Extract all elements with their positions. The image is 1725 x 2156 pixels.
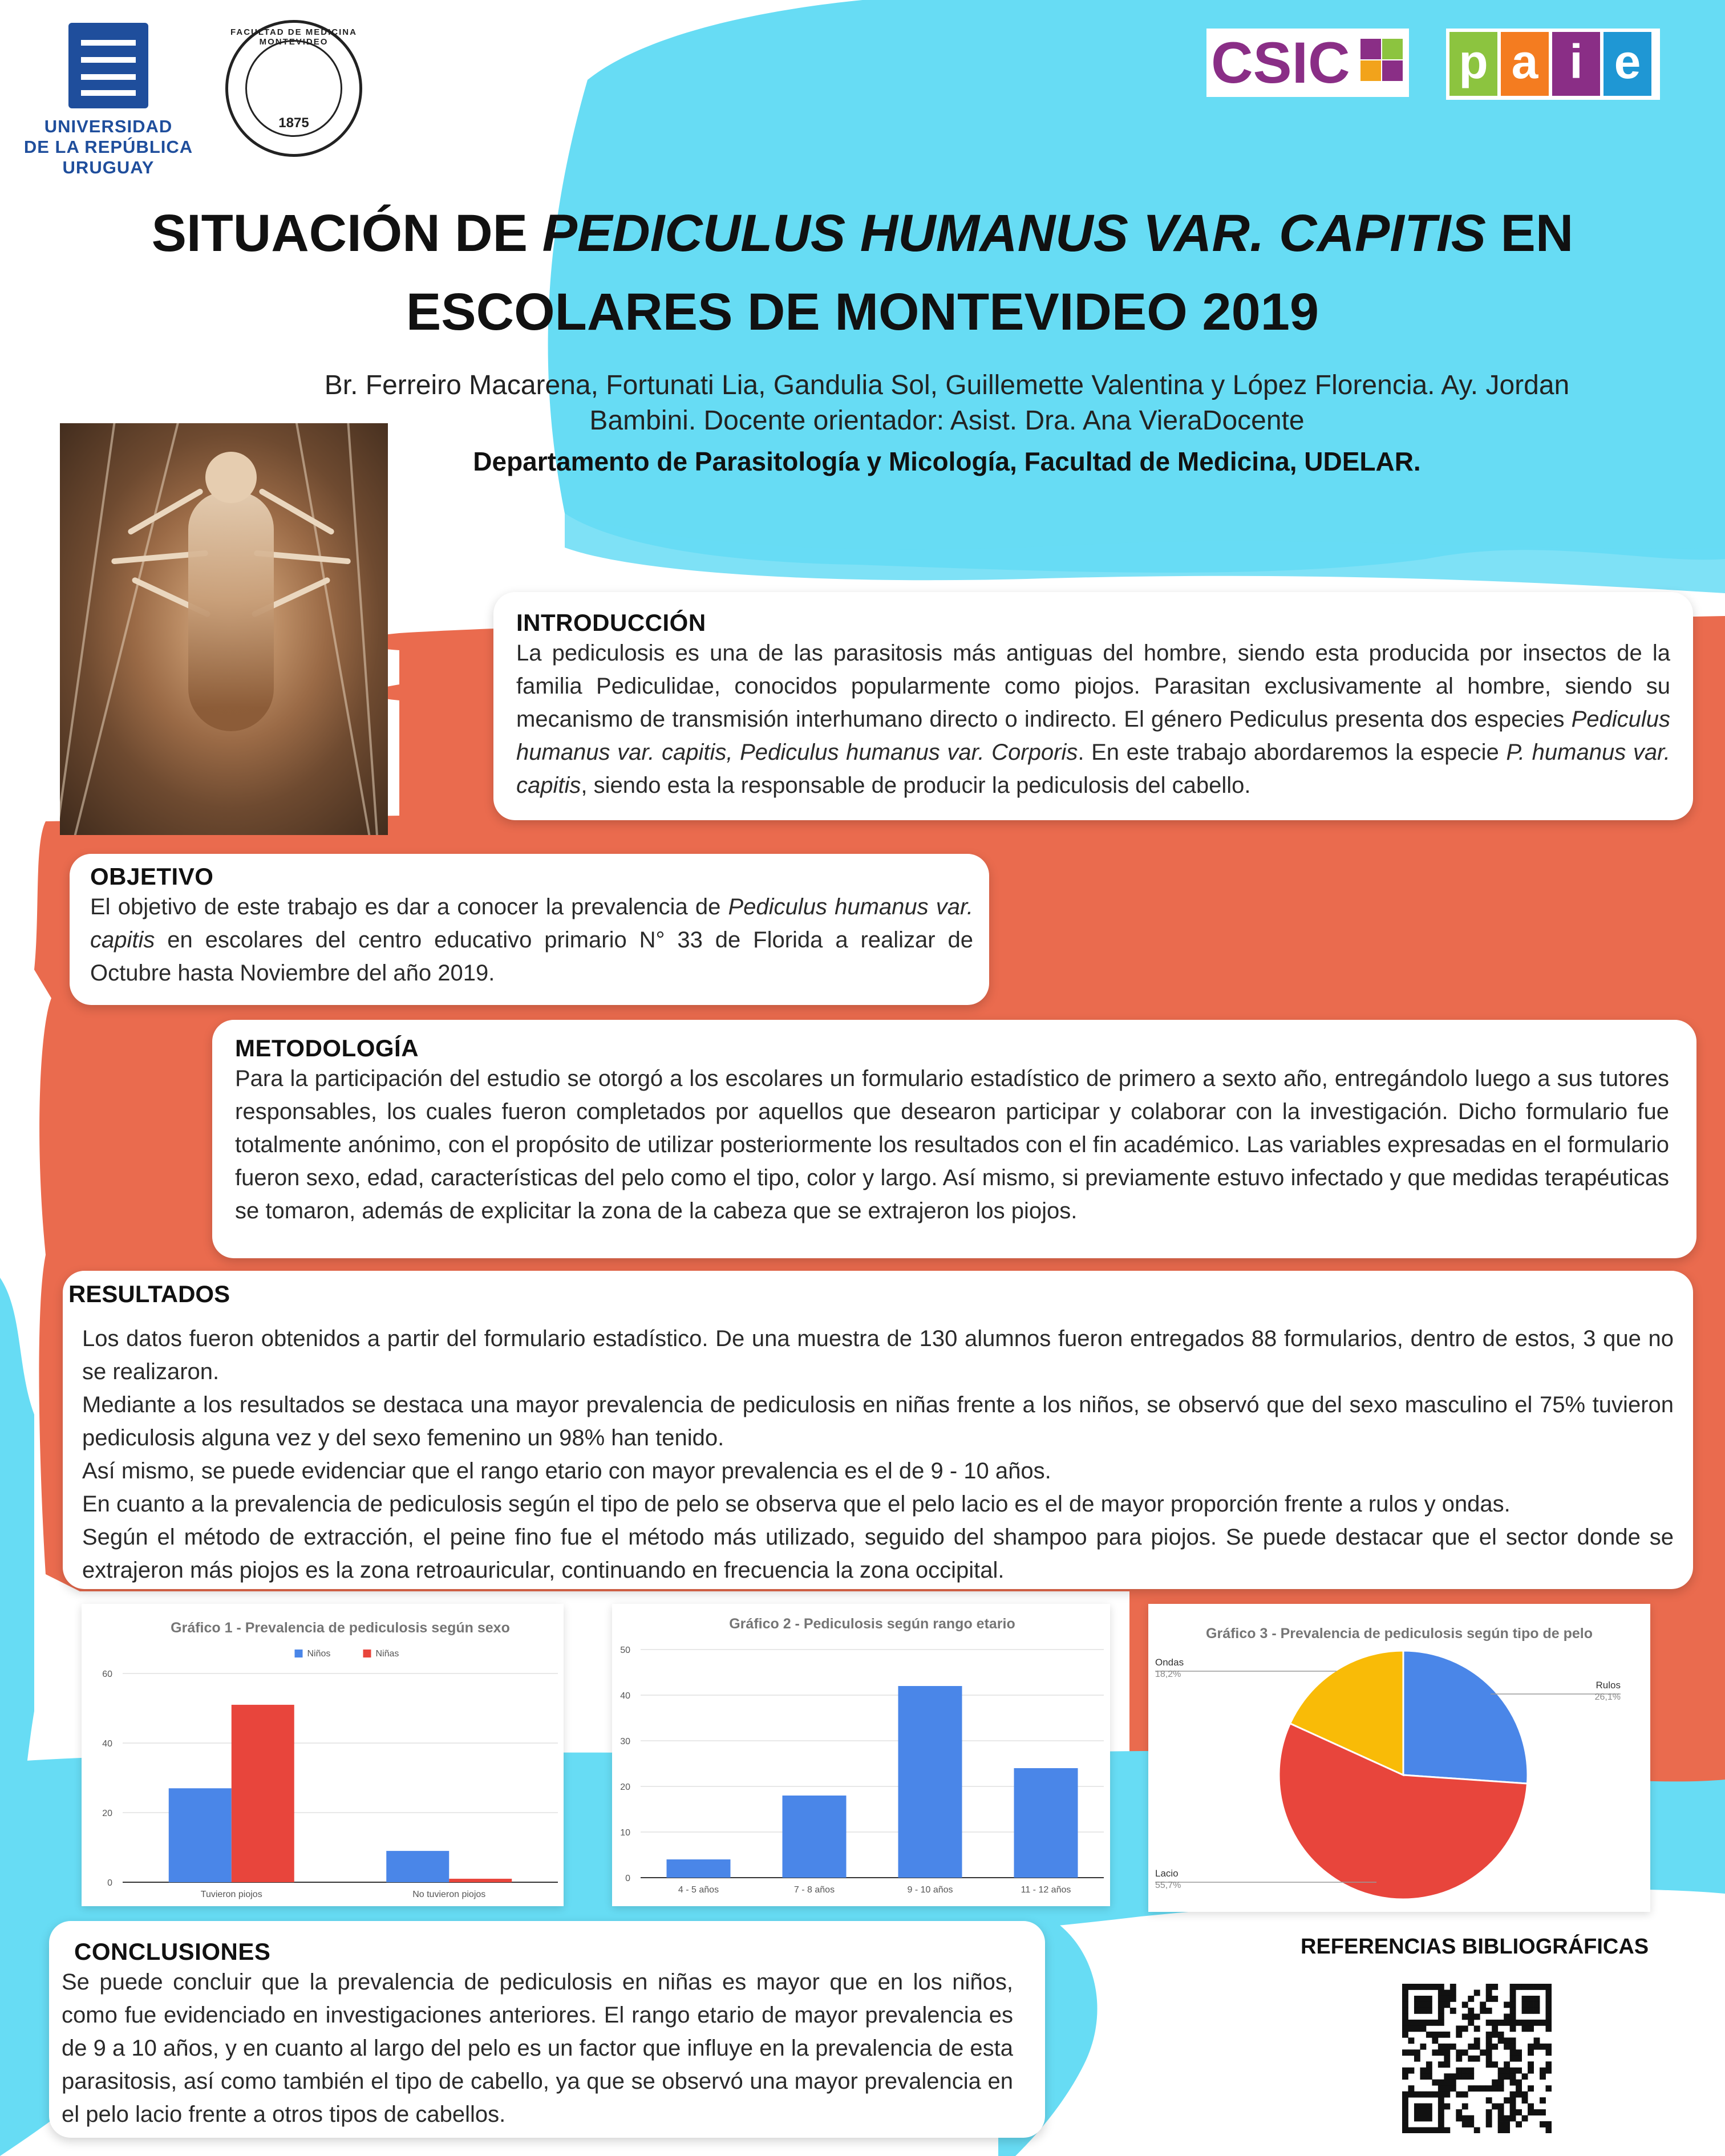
resultados-p5: Según el método de extracción, el peine fino fue el método más utilizado, seguido del shampoo para piojos. Se puede destacar que el sector donde se extrajeron más piojos es la zona retroauricular, continuando en frecuencia la zona occipital. (82, 1525, 1674, 1583)
louse-photo (60, 423, 388, 835)
bar (449, 1879, 512, 1882)
metodologia-card (212, 1020, 1696, 1258)
bar (783, 1796, 847, 1878)
paie-letter: a (1501, 32, 1549, 96)
bar (898, 1686, 962, 1878)
university-name: UNIVERSIDAD DE LA REPÚBLICA URUGUAY (23, 116, 193, 177)
chart-2-card (612, 1604, 1110, 1906)
bar (386, 1851, 449, 1882)
y-tick-label: 60 (102, 1669, 112, 1679)
university-building-icon (68, 23, 148, 108)
metodologia-heading: METODOLOGÍA (235, 1035, 419, 1061)
metodologia-text: Para la participación del estudio se otorgó a los escolares un formulario estadístico de primero a sexto año, entregándolo luego a sus tutores responsables, los cuales fueron completados por aquellos que desearon participar y colaborar con la investigación. Dicho formulario fue totalmente anónimo, con el propósito de utilizar posteriormente los resultados con el fin académico. Las variables expresadas en el formulario fueron sexo, edad, características del pelo como el tipo, color y largo. Así mismo, si previamente estuvo infectado y que medidas terapéuticas se tomaron, además de explicitar la zona de la cabeza que se extrajeron los piojos. (235, 1066, 1669, 1223)
x-tick-label: 11 - 12 años (1021, 1885, 1071, 1895)
csic-logo (1206, 29, 1409, 97)
pie-label: Lacio (1155, 1868, 1179, 1879)
chart-1-svg (82, 1604, 564, 1906)
paie-letter: p (1449, 32, 1497, 96)
conclusiones-text: Se puede concluir que la prevalencia de pediculosis en niñas es mayor que en los niños, como fue evidenciado en investigaciones anteriores. El rango etario de mayor prevalencia es de 9 a 10 años, y en cuanto al largo del pelo es un factor que influye en la prevalencia de esta parasitosis, así como también el tipo de cabello, ya que se observó una mayor prevalencia en el pelo lacio frente a otros tipos de cabellos. (62, 1969, 1013, 2127)
pie-label: Rulos (1596, 1680, 1621, 1691)
y-tick-label: 20 (620, 1782, 630, 1792)
objetivo-text: El objetivo de este trabajo es dar a conocer la prevalencia de Pediculus humanus var. capitis en escolares del centro educativo primario N° 33 de Florida a realizar de Octubre hasta Noviembre del año 2019. (90, 894, 973, 986)
resultados-card (63, 1271, 1693, 1589)
y-tick-label: 40 (620, 1691, 630, 1701)
paie-letter: i (1552, 32, 1600, 96)
y-tick-label: 30 (620, 1737, 630, 1746)
bar (1014, 1768, 1078, 1878)
x-tick-label: No tuvieron piojos (412, 1890, 486, 1899)
udelar-logo (23, 23, 194, 194)
department-line: Departamento de Parasitología y Micología, Facultad de Medicina, UDELAR. (473, 447, 1421, 476)
faculty-seal-logo (225, 20, 362, 157)
referencias-heading: REFERENCIAS BIBLIOGRÁFICAS (1301, 1935, 1649, 1959)
pie-label: Ondas (1155, 1657, 1184, 1668)
poster-title: SITUACIÓN DE PEDICULUS HUMANUS VAR. CAPITIS EN ESCOLARES DE MONTEVIDEO 2019 (151, 204, 1574, 341)
csic-wordmark: CSIC (1211, 30, 1350, 95)
y-tick-label: 50 (620, 1646, 630, 1655)
legend-swatch (295, 1650, 303, 1657)
bar (667, 1859, 731, 1878)
pie-percent-label: 26,1% (1594, 1692, 1621, 1702)
x-tick-label: 9 - 10 años (907, 1885, 953, 1895)
introduccion-heading: INTRODUCCIÓN (516, 609, 706, 636)
authors-line: Br. Ferreiro Macarena, Fortunati Lia, Gandulia Sol, Guillemette Valentina y López Florencia. Ay. Jordan Bambini. Docente orientador: Asist. Dra. Ana VieraDocente (324, 370, 1570, 436)
x-tick-label: Tuvieron piojos (200, 1890, 262, 1899)
resultados-heading: RESULTADOS (68, 1280, 230, 1307)
bar (232, 1705, 294, 1882)
legend-swatch (363, 1650, 371, 1657)
x-tick-label: 7 - 8 años (793, 1885, 835, 1895)
x-tick-label: 4 - 5 años (678, 1885, 719, 1895)
y-tick-label: 0 (107, 1878, 112, 1888)
objetivo-heading: OBJETIVO (90, 863, 214, 890)
pie-percent-label: 18,2% (1155, 1669, 1181, 1679)
paie-letter: e (1603, 32, 1651, 96)
chart-1-card (82, 1604, 564, 1906)
y-tick-label: 0 (625, 1874, 630, 1883)
conclusiones-heading: CONCLUSIONES (74, 1938, 271, 1965)
objetivo-card (70, 854, 989, 1005)
introduccion-text: La pediculosis es una de las parasitosis más antiguas del hombre, siendo esta producida por insectos de la familia Pediculidae, conocidos popularmente como piojos. Parasitan exclusivamente al hombre, siendo su mecanismo de transmisión interhumano directo o indirecto. El género Pediculus presenta dos especies Pediculus humanus var. capitis, Pediculus humanus var. Corporis. En este trabajo abordaremos la especie P. humanus var. capitis, siendo esta la responsable de producir la pediculosis del cabello. (516, 641, 1671, 798)
y-tick-label: 10 (620, 1828, 630, 1838)
chart-3-svg (1148, 1604, 1650, 1912)
y-tick-label: 40 (102, 1739, 112, 1749)
chart-2-svg (612, 1604, 1110, 1906)
resultados-p3: Así mismo, se puede evidenciar que el rango etario con mayor prevalencia es el de 9 - 10 años. (82, 1458, 1051, 1484)
chart-title: Gráfico 2 - Pediculosis según rango etario (729, 1616, 1015, 1632)
resultados-p4: En cuanto a la prevalencia de pediculosis según el tipo de pelo se observa que el pelo lacio es el de mayor proporción frente a rulos y ondas. (82, 1492, 1511, 1517)
faculty-seal-ring-text: FACULTAD DE MEDICINA MONTEVIDEO (230, 27, 357, 47)
chart-title: Gráfico 3 - Prevalencia de pediculosis según tipo de pelo (1206, 1626, 1593, 1642)
resultados-p2: Mediante a los resultados se destaca una mayor prevalencia de pediculosis en niñas frente a los niños, se observó que del sexo masculino el 75% tuvieron pediculosis alguna vez y del sexo femenino un 98% han tenido. (82, 1392, 1674, 1450)
y-tick-label: 20 (102, 1809, 112, 1818)
introduccion-card (493, 592, 1693, 820)
bar (169, 1788, 232, 1882)
faculty-seal-year: 1875 (278, 115, 309, 131)
chart-3-card (1148, 1604, 1650, 1912)
conclusiones-card (49, 1921, 1045, 2138)
chart-title: Gráfico 1 - Prevalencia de pediculosis según sexo (171, 1620, 510, 1636)
resultados-heading-wrap (68, 1280, 230, 1308)
pie-percent-label: 55,7% (1155, 1881, 1181, 1890)
legend-label: Niños (307, 1649, 331, 1659)
resultados-p1: Los datos fueron obtenidos a partir del formulario estadístico. De una muestra de 130 alumnos fueron entregados 88 formularios, dentro de estos, 3 que no se realizaron. (82, 1326, 1674, 1384)
legend-label: Niñas (375, 1649, 399, 1659)
pie-slice (1403, 1651, 1528, 1784)
qr-code-icon[interactable] (1402, 1984, 1552, 2133)
paie-logo (1446, 29, 1660, 100)
